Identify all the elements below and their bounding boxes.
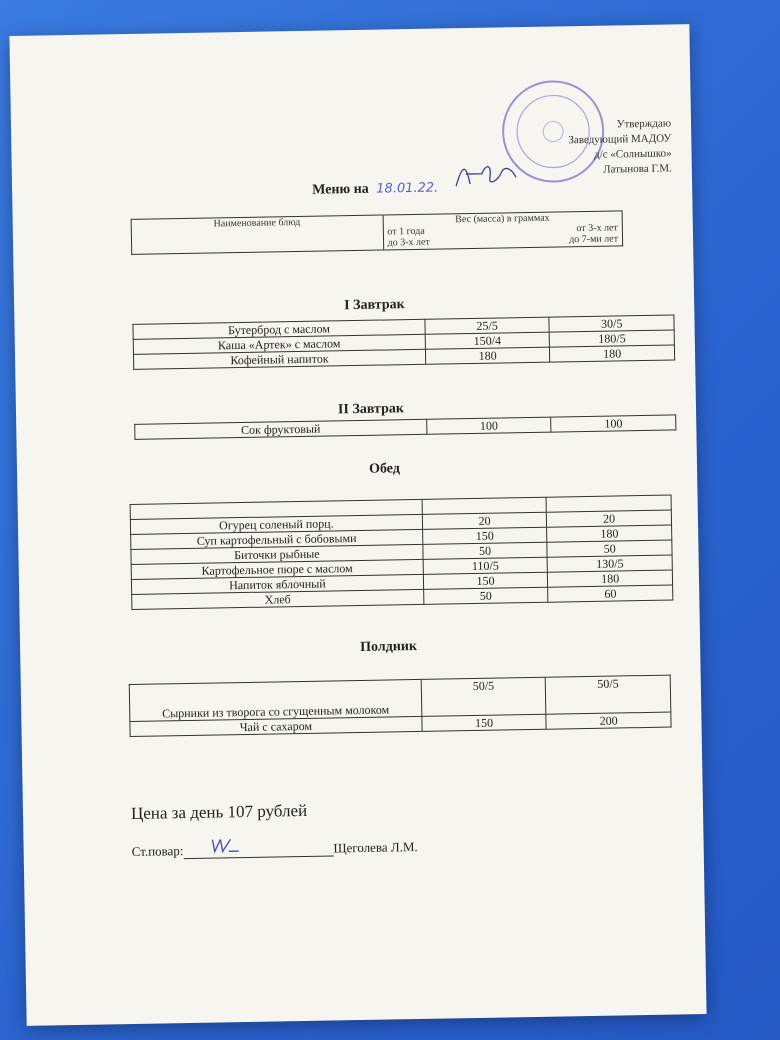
weight-young: 150 (423, 572, 548, 589)
approval-line: Латынова Г.М. (602, 162, 672, 176)
cook-label: Ст.повар: (131, 843, 184, 859)
weight-young: 25/5 (425, 317, 550, 334)
cook-name: Щеголева Л.М. (333, 839, 418, 856)
weight-young: 50 (423, 587, 548, 604)
approval-block (501, 116, 672, 179)
table-snack (129, 675, 672, 737)
weight-young: 20 (422, 512, 547, 529)
section-title-breakfast2: II Завтрак (337, 401, 405, 418)
age-group-1-to: до 3-х лет (387, 236, 430, 249)
dish-name: Кофейный напиток (133, 349, 425, 369)
approval-line: Заведующий МАДОУ (568, 132, 672, 147)
title-prefix: Меню на (312, 181, 369, 198)
weight-older: 180 (548, 570, 673, 587)
dish-name: Хлеб (132, 589, 424, 609)
header-weight-cell (383, 211, 623, 250)
dish-name: Сырники из творога со сгущенным молоком (129, 679, 421, 721)
dish-name: Огурец соленый порц. (130, 514, 422, 534)
dish-name: Суп картофельный с бобовыми (131, 529, 423, 549)
weight-older: 60 (548, 585, 673, 602)
weight-older: 180 (550, 345, 675, 362)
table-breakfast2 (134, 414, 676, 439)
weight-young: 180 (425, 347, 550, 364)
approval-line: д/с «Солнышко» (593, 147, 672, 161)
header-name-cell (131, 215, 383, 254)
weight-young: 150/4 (425, 332, 550, 349)
header-name: Наименование блюд (213, 216, 301, 230)
approval-line: Утверждаю (616, 117, 672, 131)
section-title-breakfast1: I Завтрак (344, 297, 405, 314)
daily-price: Цена за день 107 рублей (130, 800, 308, 824)
dish-name: Чай с сахаром (130, 716, 422, 736)
table-row (135, 415, 676, 439)
weight-young: 100 (426, 417, 551, 434)
weight-young: 110/5 (423, 557, 548, 574)
cook-signature (208, 833, 248, 856)
weight-young: 150 (422, 527, 547, 544)
menu-sheet (9, 24, 706, 1026)
dish-name: Каша «Артек» с маслом (133, 334, 425, 354)
dish-name: Напиток яблочный (131, 574, 423, 594)
dish-name: Картофельное пюре с маслом (131, 559, 423, 579)
weight-older: 50/5 (546, 675, 671, 714)
weight-older: 200 (546, 712, 671, 729)
dish-name: Биточки рыбные (131, 544, 423, 564)
cook-line (132, 839, 418, 860)
age-group-2-to: до 7-ми лет (569, 233, 619, 246)
signature-line (183, 843, 333, 859)
weight-older: 180 (547, 525, 672, 542)
header-weight: Вес (масса) в граммах (455, 212, 550, 226)
age-group-2-from: от 3-х лет (576, 222, 618, 235)
table-lunch (130, 495, 674, 610)
weight-young: 50 (423, 542, 548, 559)
weight-older: 180/5 (550, 330, 675, 347)
weight-young: 150 (422, 714, 547, 731)
weight-older: 100 (551, 415, 676, 432)
weight-young: 50/5 (421, 677, 546, 716)
weight-older: 130/5 (547, 555, 672, 572)
section-title-snack: Полдник (360, 638, 418, 655)
weight-older: 20 (547, 510, 672, 527)
menu-date: 18.01.22. (376, 180, 439, 197)
page-title (312, 181, 438, 199)
director-signature (452, 155, 523, 192)
weight-older: 30/5 (549, 315, 674, 332)
weight-older: 50 (547, 540, 672, 557)
section-title-lunch: Обед (368, 461, 400, 477)
table-breakfast1 (132, 314, 675, 369)
header-table (131, 210, 624, 255)
age-group-1-from: от 1 года (387, 225, 425, 238)
dish-name: Сок фруктовый (135, 419, 427, 439)
dish-name: Бутерброд с маслом (133, 319, 425, 339)
